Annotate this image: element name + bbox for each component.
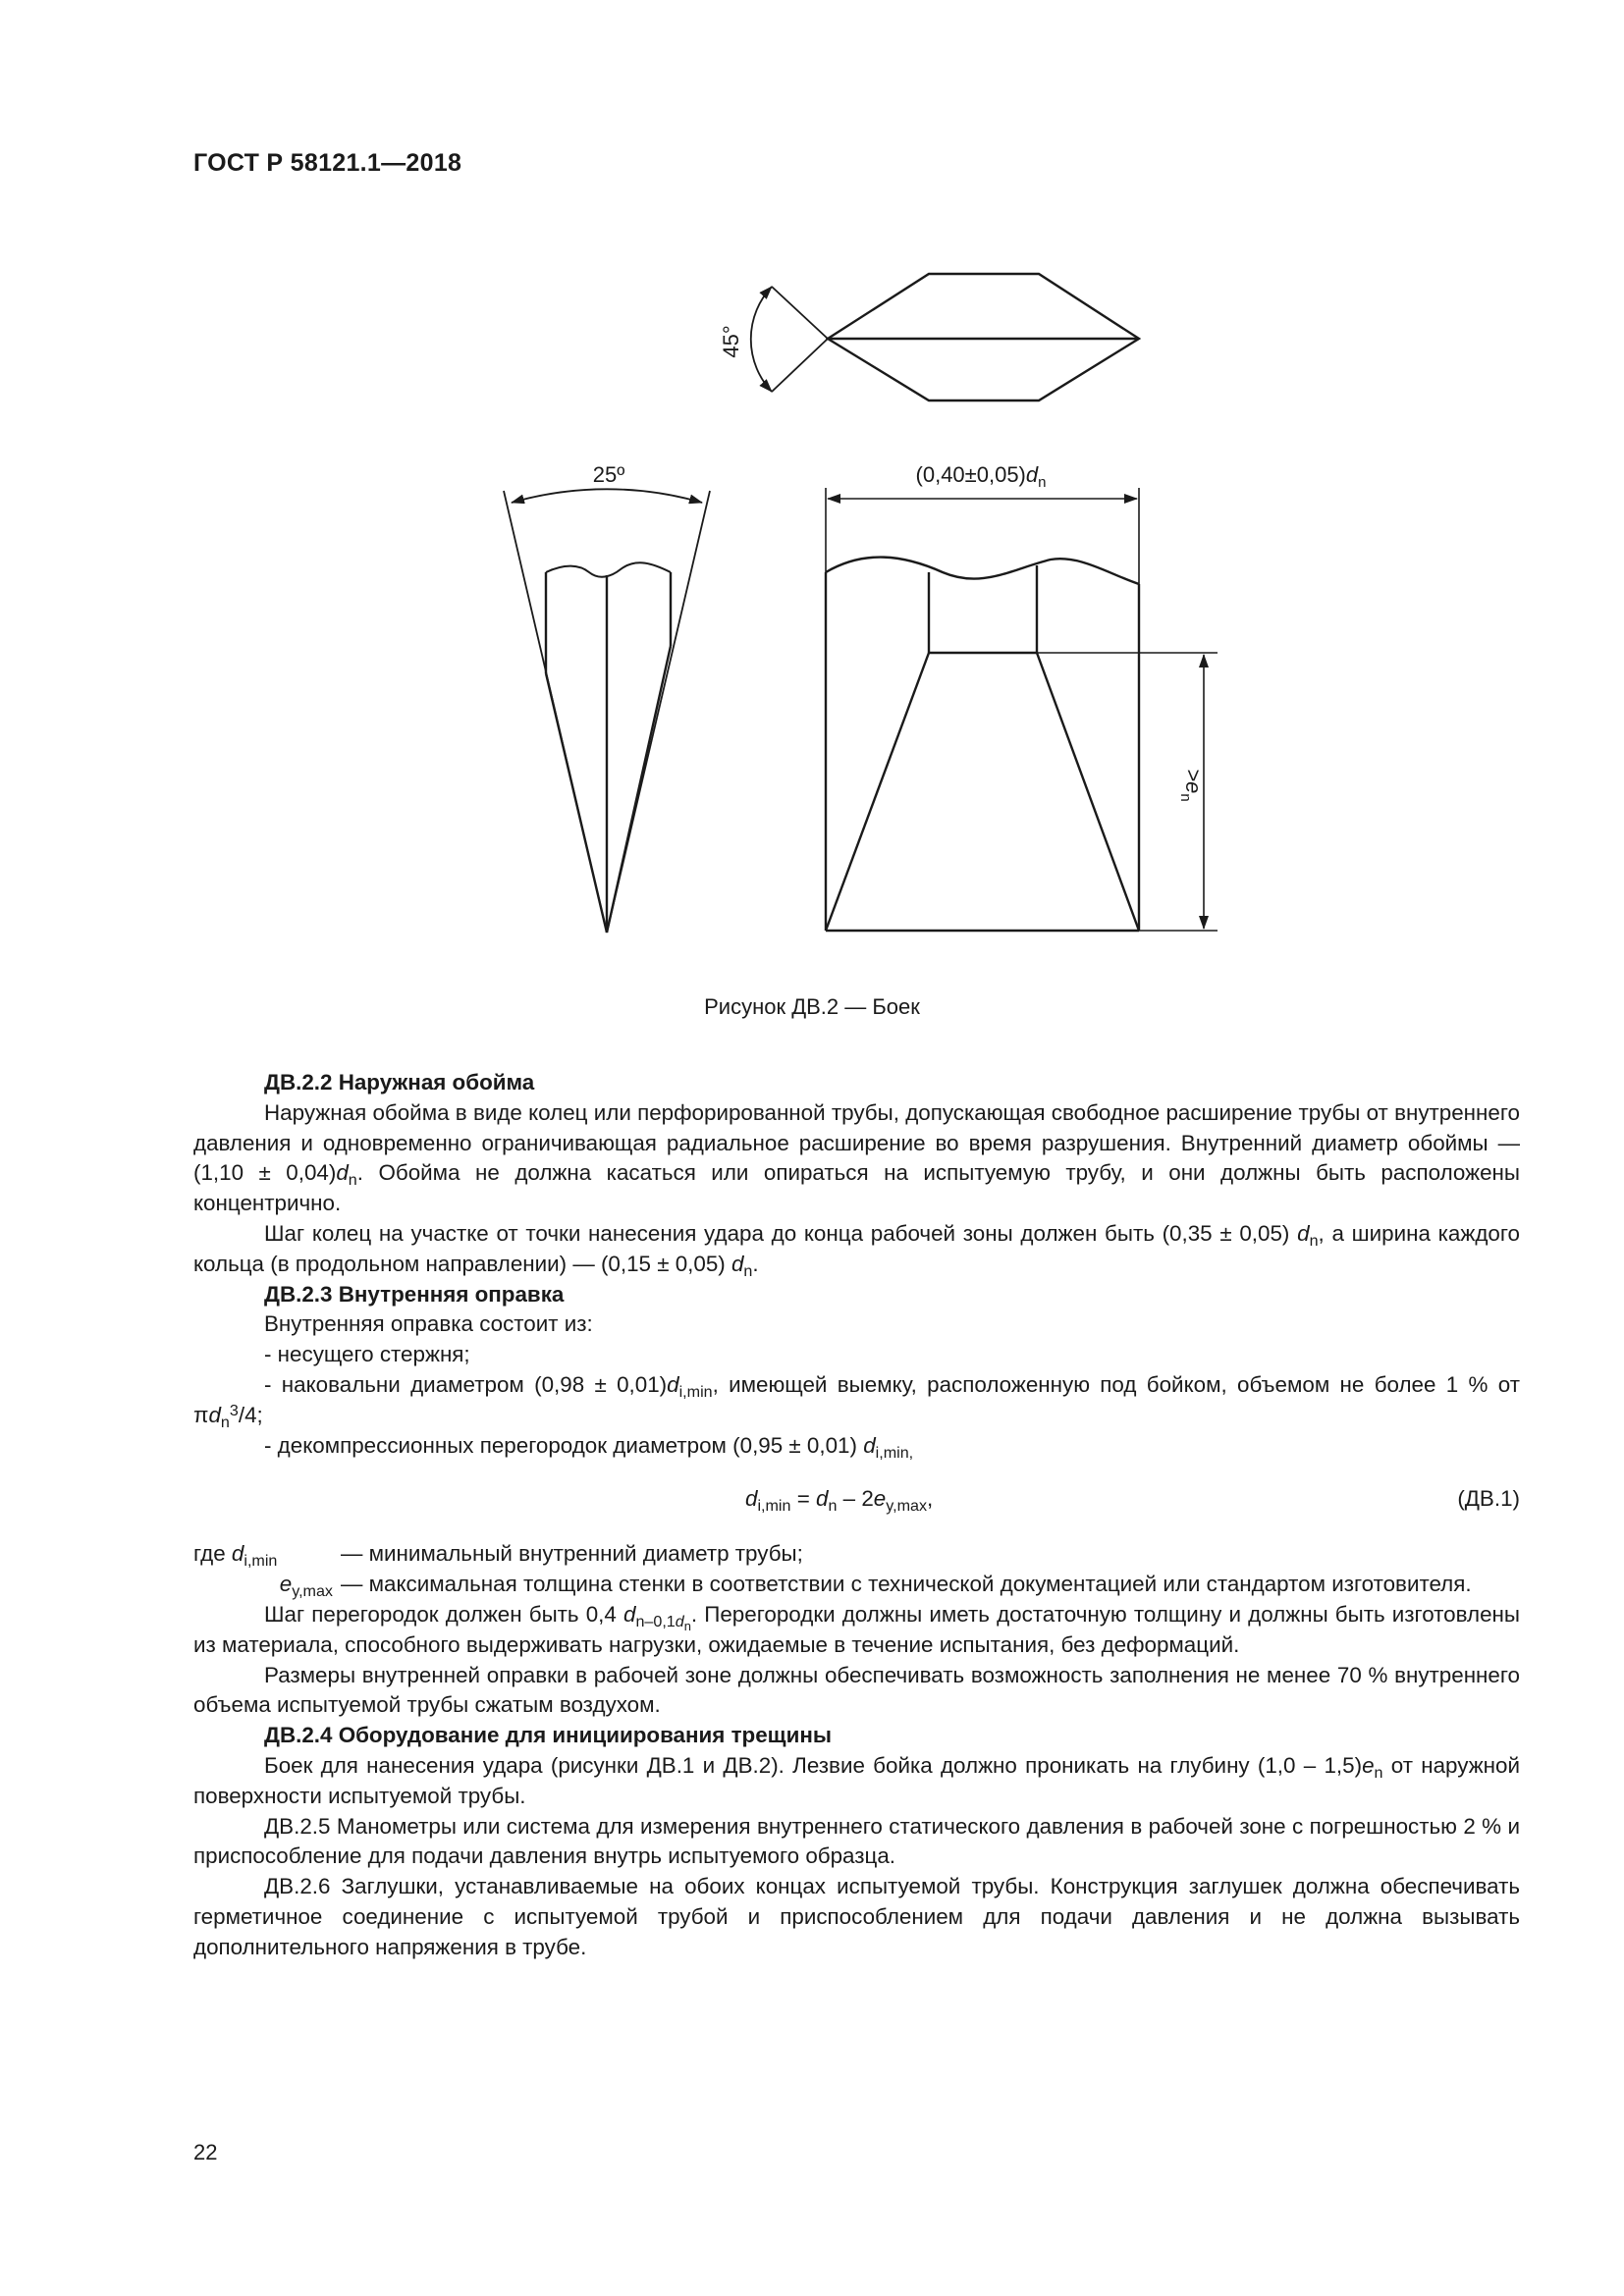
formula-dv1	[193, 1467, 1520, 1527]
figure-caption: Рисунок ДВ.2 — Боек	[704, 994, 920, 1019]
paragraph-mandrel-intro: Внутренняя оправка состоит из:	[264, 1311, 593, 1337]
paragraph-end-caps: ДВ.2.6 Заглушки, устанавливаемые на обоих концах испытуемой трубы. Конструкция заглушек должна обеспечивать герметичное соединение с испытуемой трубой и приспособлением для подачи давления и не должна вызывать дополнительного напряжения в трубе.	[193, 1874, 1520, 1959]
variable-definitions	[193, 1539, 1520, 1600]
striker-side-view	[546, 562, 671, 933]
paragraph-manometers: ДВ.2.5 Манометры или система для измерения внутреннего статического давления в рабочей зоне с погрешностью 2 % и приспособление для подачи давления внутрь испытуемого образца.	[193, 1813, 1520, 1869]
angle-45-marker	[751, 287, 828, 392]
width-label: $(0,40\pm 0,05)d_n$	[915, 462, 1047, 491]
striker-top-view	[828, 274, 1139, 400]
definition-ey-max: $e_{y,max}$ — максимальная толщина стенки в соответствии с технической документацией или стандартом изготовителя.	[279, 1572, 1472, 1600]
width-dimension	[826, 488, 1139, 584]
list-item-rod: - несущего стержня;	[264, 1342, 470, 1367]
formula-expression: $d_{i,min} = d_n - 2e_{y,max}$,	[745, 1486, 934, 1516]
paragraph-ring-step: Шаг колец на участке от точки нанесения удара до конца рабочей зоны должен быть (0,35 ± 0,05) $d_n$, а ширина каждого кольца (в продольном направлении) — (0,15 ± 0,05) $d_n$.	[193, 1220, 1520, 1280]
height-label: $>e_n$	[1177, 769, 1206, 802]
angle-25-label: 25º	[592, 462, 625, 487]
striker-front-view	[826, 558, 1139, 931]
angle-45-label: 45°	[719, 325, 743, 358]
paragraph-bulkhead-step: Шаг перегородок должен быть 0,4 $d_{n-0,1d_n}$. Перегородки должны иметь достаточную толщину и должны быть изготовлены из материала, способного выдерживать нагрузки, ожидаемые в течение испытания, без деформаций.	[193, 1601, 1520, 1657]
section-heading-2-2: ДВ.2.2 Наружная обойма	[264, 1070, 535, 1095]
formula-number: (ДВ.1)	[1457, 1486, 1520, 1512]
definition-di-min: где $d_{i,min}$ — минимальный внутренний диаметр трубы;	[193, 1541, 803, 1571]
figure-striker-drawing	[0, 0, 1624, 982]
paragraph-mandrel-size: Размеры внутренней оправки в рабочей зоне должны обеспечивать возможность заполнения не менее 70 % внутреннего объема испытуемой трубы сжатым воздухом.	[193, 1662, 1520, 1718]
section-heading-2-4: ДВ.2.4 Оборудование для инициирования трещины	[264, 1723, 832, 1748]
page-number: 22	[193, 2140, 218, 2164]
paragraph-outer-casing: Наружная обойма в виде колец или перфорированной трубы, допускающая свободное расширение трубы от внутреннего давления и одновременно ограничивающая радиальное расширение во время разрушения. Внутренний диаметр обоймы — $(1,10 \pm 0,04)d_n$. Обойма не должна касаться или опираться на испытуемую трубу, и они должны быть расположены концентрично.	[193, 1099, 1520, 1216]
list-item-bulkheads: - декомпрессионных перегородок диаметром (0,95 ± 0,01) $d_{i,min,}$	[264, 1432, 914, 1462]
paragraph-striker: Боек для нанесения удара (рисунки ДВ.1 и ДВ.2). Лезвие бойка должно проникать на глубину $(1,0 - 1,5)e_n$ от наружной поверхности испытуемой трубы.	[193, 1752, 1521, 1808]
body-text	[193, 1068, 1520, 1963]
list-item-anvil: - наковальни диаметром $(0,98 \pm 0,01)d_{i,min}$, имеющей выемку, расположенную под бойком, объемом не более 1 % от $\pi d_n^3/4$;	[193, 1371, 1520, 1431]
section-heading-2-3: ДВ.2.3 Внутренняя оправка	[264, 1281, 565, 1307]
document-header: ГОСТ Р 58121.1—2018	[193, 149, 462, 177]
